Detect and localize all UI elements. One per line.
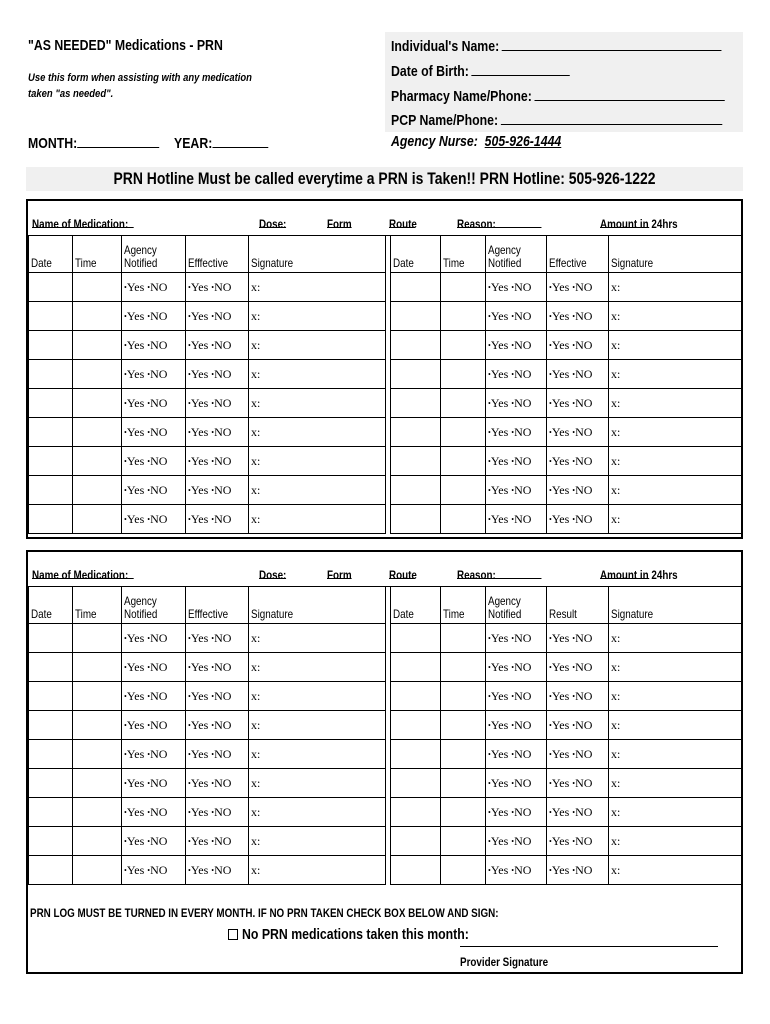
yes-no-options[interactable]: •Yes •NO (122, 389, 186, 418)
provider-signature-field[interactable] (460, 946, 718, 947)
yes-no-options[interactable]: •Yes •NO (186, 505, 249, 534)
yes-no-options[interactable]: •Yes •NO (122, 331, 186, 360)
time-cell[interactable] (73, 769, 122, 798)
time-cell[interactable] (441, 827, 486, 856)
yes-no-options[interactable]: •Yes •NO (186, 827, 249, 856)
month-year-fields (28, 134, 321, 152)
time-cell[interactable] (73, 798, 122, 827)
yes-no-options[interactable]: •Yes •NO (186, 856, 249, 885)
yes-no-options[interactable]: •Yes •NO (122, 624, 186, 653)
signature-cell[interactable]: x: (249, 740, 386, 769)
signature-cell[interactable]: x: (609, 302, 742, 331)
col-date: Date (29, 236, 73, 273)
table-row (29, 273, 742, 302)
date-cell[interactable] (29, 798, 73, 827)
signature-cell[interactable]: x: (609, 389, 742, 418)
table-row (29, 389, 742, 418)
route-label: Route (389, 568, 417, 582)
signature-cell[interactable]: x: (609, 505, 742, 534)
date-cell[interactable] (391, 505, 441, 534)
pharmacy-field[interactable] (534, 87, 724, 101)
provider-signature-label: Provider Signature (460, 955, 549, 969)
date-cell[interactable] (29, 711, 73, 740)
time-cell[interactable] (73, 740, 122, 769)
signature-cell[interactable]: x: (609, 418, 742, 447)
date-cell[interactable] (29, 331, 73, 360)
prn-log-panel-1 (26, 199, 743, 539)
dose-field[interactable] (259, 568, 286, 579)
table-row (29, 856, 742, 885)
yes-no-options[interactable]: •Yes •NO (486, 331, 547, 360)
amount-field[interactable] (600, 217, 649, 228)
date-cell[interactable] (391, 302, 441, 331)
yes-no-options[interactable]: •Yes •NO (186, 331, 249, 360)
yes-no-options[interactable]: •Yes •NO (486, 418, 547, 447)
year-field[interactable] (212, 134, 268, 148)
yes-no-options[interactable]: •Yes •NO (547, 653, 609, 682)
signature-cell[interactable]: x: (249, 653, 386, 682)
time-cell[interactable] (73, 418, 122, 447)
patient-info-box (385, 32, 743, 132)
yes-no-options[interactable]: •Yes •NO (486, 360, 547, 389)
yes-no-options[interactable]: •Yes •NO (122, 447, 186, 476)
form-field[interactable] (327, 217, 352, 228)
table-row (29, 769, 742, 798)
date-cell[interactable] (29, 273, 73, 302)
form-instructions: Use this form when assisting with any medication taken "as needed". (28, 72, 252, 100)
time-cell[interactable] (73, 331, 122, 360)
time-cell[interactable] (441, 798, 486, 827)
signature-cell[interactable]: x: (249, 331, 386, 360)
signature-cell[interactable]: x: (249, 476, 386, 505)
time-cell[interactable] (73, 273, 122, 302)
pcp-field[interactable] (501, 111, 722, 125)
time-cell[interactable] (73, 302, 122, 331)
yes-no-options[interactable]: •Yes •NO (547, 740, 609, 769)
signature-cell[interactable]: x: (249, 769, 386, 798)
prn-log-table-2 (28, 586, 742, 885)
reason-label: Reason: (457, 217, 496, 231)
form-label: Form (327, 217, 352, 231)
time-cell[interactable] (441, 418, 486, 447)
col-signature: Signature (249, 236, 386, 273)
table-header (29, 236, 742, 273)
date-cell[interactable] (29, 476, 73, 505)
yes-no-options[interactable]: •Yes •NO (486, 447, 547, 476)
col-agency-notified: Agency Notified (486, 236, 547, 273)
col-time: Time (441, 236, 486, 273)
yes-no-options[interactable]: •Yes •NO (547, 360, 609, 389)
date-cell[interactable] (391, 798, 441, 827)
yes-no-options[interactable]: •Yes •NO (186, 447, 249, 476)
yes-no-options[interactable]: •Yes •NO (486, 827, 547, 856)
yes-no-options[interactable]: •Yes •NO (122, 476, 186, 505)
date-cell[interactable] (391, 389, 441, 418)
form-field[interactable] (327, 568, 352, 579)
col-effective: Efffective (186, 236, 249, 273)
col-time: Time (73, 236, 122, 273)
reason-label: Reason: (457, 568, 496, 582)
date-cell[interactable] (391, 682, 441, 711)
individual-name-row: Individual's Name: (391, 37, 770, 55)
yes-no-options[interactable]: •Yes •NO (122, 740, 186, 769)
form-title: "AS NEEDED" Medications - PRN (28, 37, 223, 54)
yes-no-options[interactable]: •Yes •NO (186, 302, 249, 331)
dob-row: Date of Birth: (391, 62, 609, 80)
signature-cell[interactable]: x: (249, 302, 386, 331)
yes-no-options[interactable]: •Yes •NO (186, 798, 249, 827)
route-label: Route (389, 217, 417, 231)
time-cell[interactable] (441, 711, 486, 740)
no-prn-checkbox[interactable] (228, 929, 238, 940)
date-cell[interactable] (391, 856, 441, 885)
time-cell[interactable] (441, 389, 486, 418)
yes-no-options[interactable]: •Yes •NO (122, 418, 186, 447)
yes-no-options[interactable]: •Yes •NO (486, 273, 547, 302)
date-cell[interactable] (391, 624, 441, 653)
signature-cell[interactable]: x: (249, 360, 386, 389)
yes-no-options[interactable]: •Yes •NO (486, 798, 547, 827)
yes-no-options[interactable]: •Yes •NO (547, 505, 609, 534)
yes-no-options[interactable]: •Yes •NO (486, 740, 547, 769)
time-cell[interactable] (73, 856, 122, 885)
yes-no-options[interactable]: •Yes •NO (486, 769, 547, 798)
yes-no-options[interactable]: •Yes •NO (486, 389, 547, 418)
yes-no-options[interactable]: •Yes •NO (186, 273, 249, 302)
signature-cell[interactable]: x: (249, 827, 386, 856)
date-cell[interactable] (391, 769, 441, 798)
time-cell[interactable] (441, 505, 486, 534)
table-row (29, 302, 742, 331)
yes-no-options[interactable]: •Yes •NO (547, 389, 609, 418)
signature-cell[interactable]: x: (249, 389, 386, 418)
date-cell[interactable] (29, 360, 73, 389)
medication-info-line (30, 217, 743, 236)
table-row (29, 447, 742, 476)
year-label: YEAR: (174, 135, 213, 152)
time-cell[interactable] (441, 360, 486, 389)
yes-no-options[interactable]: •Yes •NO (547, 769, 609, 798)
col-date: Date (29, 587, 73, 624)
yes-no-options[interactable]: •Yes •NO (186, 360, 249, 389)
route-field[interactable] (389, 217, 415, 228)
col-date: Date (391, 236, 441, 273)
prn-log-panel-2 (26, 550, 743, 974)
route-field[interactable] (389, 568, 415, 579)
signature-cell[interactable]: x: (249, 418, 386, 447)
signature-cell[interactable]: x: (249, 682, 386, 711)
individual-name-field[interactable] (502, 37, 722, 51)
medication-name-label: Name of Medication: (32, 217, 129, 231)
date-cell[interactable] (391, 447, 441, 476)
date-cell[interactable] (29, 827, 73, 856)
yes-no-options[interactable]: •Yes •NO (122, 653, 186, 682)
yes-no-options[interactable]: •Yes •NO (486, 302, 547, 331)
signature-cell[interactable]: x: (609, 856, 742, 885)
amount-field[interactable] (600, 568, 649, 579)
date-cell[interactable] (391, 360, 441, 389)
yes-no-options[interactable]: •Yes •NO (486, 505, 547, 534)
date-cell[interactable] (29, 653, 73, 682)
table-row (29, 827, 742, 856)
time-cell[interactable] (441, 331, 486, 360)
yes-no-options[interactable]: •Yes •NO (186, 682, 249, 711)
table-row (29, 798, 742, 827)
date-cell[interactable] (391, 476, 441, 505)
yes-no-options[interactable]: •Yes •NO (486, 624, 547, 653)
yes-no-options[interactable]: •Yes •NO (186, 476, 249, 505)
signature-cell[interactable]: x: (609, 682, 742, 711)
time-cell[interactable] (73, 505, 122, 534)
dose-label: Dose: (259, 217, 287, 231)
time-cell[interactable] (73, 682, 122, 711)
reason-field[interactable] (457, 217, 541, 228)
medication-info-line (30, 568, 743, 587)
col-effective: Result (547, 587, 609, 624)
month-label: MONTH: (28, 135, 78, 152)
date-cell[interactable] (391, 418, 441, 447)
col-time: Time (441, 587, 486, 624)
signature-cell[interactable]: x: (249, 856, 386, 885)
time-cell[interactable] (73, 389, 122, 418)
col-signature: Signature (609, 236, 742, 273)
yes-no-options[interactable]: •Yes •NO (547, 798, 609, 827)
signature-cell[interactable]: x: (249, 711, 386, 740)
col-signature: Signature (609, 587, 742, 624)
table-row (29, 476, 742, 505)
col-agency-notified: Agency Notified (486, 587, 547, 624)
yes-no-options[interactable]: •Yes •NO (486, 711, 547, 740)
time-cell[interactable] (441, 740, 486, 769)
yes-no-options[interactable]: •Yes •NO (122, 827, 186, 856)
yes-no-options[interactable]: •Yes •NO (547, 273, 609, 302)
signature-cell[interactable]: x: (609, 447, 742, 476)
signature-cell[interactable]: x: (609, 624, 742, 653)
yes-no-options[interactable]: •Yes •NO (186, 624, 249, 653)
yes-no-options[interactable]: •Yes •NO (122, 711, 186, 740)
col-effective: Efffective (186, 587, 249, 624)
yes-no-options[interactable]: •Yes •NO (122, 360, 186, 389)
agency-nurse-phone: 505-926-1444 (484, 133, 562, 150)
yes-no-options[interactable]: •Yes •NO (547, 418, 609, 447)
table-row (29, 624, 742, 653)
yes-no-options[interactable]: •Yes •NO (186, 389, 249, 418)
signature-cell[interactable]: x: (609, 711, 742, 740)
dose-field[interactable] (259, 217, 286, 228)
yes-no-options[interactable]: •Yes •NO (186, 740, 249, 769)
time-cell[interactable] (73, 624, 122, 653)
col-agency-notified: Agency Notified (122, 236, 186, 273)
signature-cell[interactable]: x: (249, 273, 386, 302)
reason-field[interactable] (457, 568, 541, 579)
time-cell[interactable] (441, 624, 486, 653)
signature-cell[interactable]: x: (609, 798, 742, 827)
col-effective: Effective (547, 236, 609, 273)
yes-no-options[interactable]: •Yes •NO (547, 476, 609, 505)
yes-no-options[interactable]: •Yes •NO (186, 418, 249, 447)
date-cell[interactable] (391, 273, 441, 302)
no-prn-row: No PRN medications taken this month: (228, 926, 519, 943)
time-cell[interactable] (441, 273, 486, 302)
signature-cell[interactable]: x: (609, 769, 742, 798)
date-cell[interactable] (29, 389, 73, 418)
signature-cell[interactable]: x: (609, 827, 742, 856)
signature-cell[interactable]: x: (249, 624, 386, 653)
signature-cell[interactable]: x: (249, 505, 386, 534)
date-cell[interactable] (29, 447, 73, 476)
signature-cell[interactable]: x: (249, 798, 386, 827)
agency-nurse-row: Agency Nurse: 505-926-1444 (391, 133, 562, 150)
time-cell[interactable] (441, 302, 486, 331)
yes-no-options[interactable]: •Yes •NO (547, 331, 609, 360)
dob-field[interactable] (471, 62, 569, 76)
yes-no-options[interactable]: •Yes •NO (122, 856, 186, 885)
signature-cell[interactable]: x: (609, 476, 742, 505)
time-cell[interactable] (441, 769, 486, 798)
signature-cell[interactable]: x: (609, 740, 742, 769)
date-cell[interactable] (29, 682, 73, 711)
yes-no-options[interactable]: •Yes •NO (547, 856, 609, 885)
signature-cell[interactable]: x: (609, 360, 742, 389)
time-cell[interactable] (73, 360, 122, 389)
date-cell[interactable] (29, 856, 73, 885)
yes-no-options[interactable]: •Yes •NO (122, 682, 186, 711)
yes-no-options[interactable]: •Yes •NO (186, 653, 249, 682)
time-cell[interactable] (441, 653, 486, 682)
time-cell[interactable] (441, 682, 486, 711)
amount-label: Amount in 24hrs (600, 217, 678, 231)
date-cell[interactable] (29, 418, 73, 447)
table-row (29, 682, 742, 711)
footer-note: PRN LOG MUST BE TURNED IN EVERY MONTH. IF NO PRN TAKEN CHECK BOX BELOW AND SIGN: (30, 906, 499, 920)
date-cell[interactable] (391, 740, 441, 769)
prn-log-table-1 (28, 235, 742, 534)
yes-no-options[interactable]: •Yes •NO (122, 798, 186, 827)
yes-no-options[interactable]: •Yes •NO (486, 476, 547, 505)
col-time: Time (73, 587, 122, 624)
hotline-banner: PRN Hotline Must be called everytime a PRN is Taken!! PRN Hotline: 505-926-1222 (26, 167, 743, 191)
col-agency-notified: Agency Notified (122, 587, 186, 624)
date-cell[interactable] (29, 769, 73, 798)
amount-label: Amount in 24hrs (600, 568, 678, 582)
yes-no-options[interactable]: •Yes •NO (486, 682, 547, 711)
time-cell[interactable] (73, 476, 122, 505)
medication-name-field[interactable] (32, 568, 134, 579)
date-cell[interactable] (29, 505, 73, 534)
time-cell[interactable] (73, 447, 122, 476)
dose-label: Dose: (259, 568, 287, 582)
yes-no-options[interactable]: •Yes •NO (486, 856, 547, 885)
time-cell[interactable] (73, 653, 122, 682)
yes-no-options[interactable]: •Yes •NO (122, 302, 186, 331)
time-cell[interactable] (441, 476, 486, 505)
time-cell[interactable] (441, 856, 486, 885)
table-row (29, 418, 742, 447)
table-row (29, 331, 742, 360)
month-field[interactable] (77, 134, 159, 148)
signature-cell[interactable]: x: (609, 273, 742, 302)
signature-cell[interactable]: x: (609, 653, 742, 682)
form-label: Form (327, 568, 352, 582)
table-row (29, 740, 742, 769)
date-cell[interactable] (391, 653, 441, 682)
date-cell[interactable] (29, 740, 73, 769)
table-row (29, 505, 742, 534)
time-cell[interactable] (73, 827, 122, 856)
yes-no-options[interactable]: •Yes •NO (186, 711, 249, 740)
yes-no-options[interactable]: •Yes •NO (547, 624, 609, 653)
col-signature: Signature (249, 587, 386, 624)
pcp-row: PCP Name/Phone: (391, 111, 770, 129)
date-cell[interactable] (29, 624, 73, 653)
yes-no-options[interactable]: •Yes •NO (547, 682, 609, 711)
yes-no-options[interactable]: •Yes •NO (186, 769, 249, 798)
date-cell[interactable] (29, 302, 73, 331)
medication-name-label: Name of Medication: (32, 568, 129, 582)
yes-no-options[interactable]: •Yes •NO (547, 827, 609, 856)
yes-no-options[interactable]: •Yes •NO (547, 302, 609, 331)
yes-no-options[interactable]: •Yes •NO (122, 505, 186, 534)
date-cell[interactable] (391, 711, 441, 740)
table-row (29, 360, 742, 389)
signature-cell[interactable]: x: (249, 447, 386, 476)
table-row (29, 711, 742, 740)
yes-no-options[interactable]: •Yes •NO (547, 447, 609, 476)
col-date: Date (391, 587, 441, 624)
table-header (29, 587, 742, 624)
time-cell[interactable] (73, 711, 122, 740)
date-cell[interactable] (391, 331, 441, 360)
yes-no-options[interactable]: •Yes •NO (122, 769, 186, 798)
signature-cell[interactable]: x: (609, 331, 742, 360)
medication-name-field[interactable] (32, 217, 134, 228)
yes-no-options[interactable]: •Yes •NO (547, 711, 609, 740)
time-cell[interactable] (441, 447, 486, 476)
date-cell[interactable] (391, 827, 441, 856)
yes-no-options[interactable]: •Yes •NO (486, 653, 547, 682)
pharmacy-row: Pharmacy Name/Phone: (391, 87, 770, 105)
yes-no-options[interactable]: •Yes •NO (122, 273, 186, 302)
table-row (29, 653, 742, 682)
